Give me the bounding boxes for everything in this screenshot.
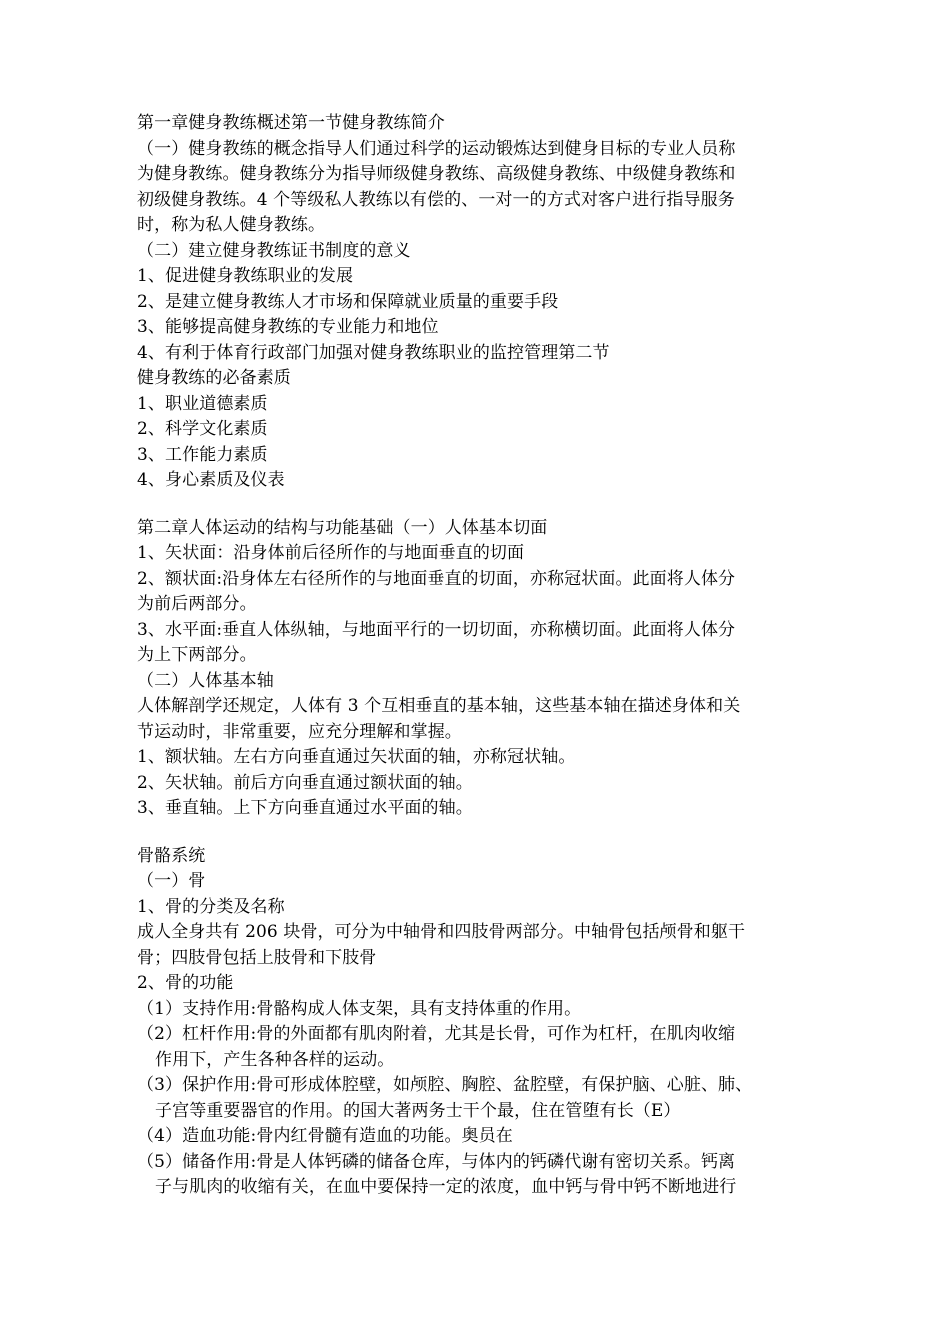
subsection-heading: 1、骨的分类及名称 (137, 896, 285, 917)
function-item: （5）储备作用:骨是人体钙磷的储备仓库，与体内的钙磷代谢有密切关系。钙离 (137, 1151, 736, 1172)
paragraph-line: 初级健身教练。4 个等级私人教练以有偿的、一对一的方式对客户进行指导服务 (137, 189, 735, 210)
function-item: （2）杠杆作用:骨的外面都有肌肉附着，尤其是长骨，可作为杠杆，在肌肉收缩 (137, 1024, 736, 1044)
section-heading: （二）人体基本轴 (137, 670, 274, 691)
list-item: 4、身心素质及仪表 (137, 470, 285, 490)
list-item: 2、矢状轴。前后方向垂直通过额状面的轴。 (137, 772, 473, 793)
list-item: 4、有利于体育行政部门加强对健身教练职业的监控管理第二节 (137, 342, 610, 363)
document-page (137, 111, 817, 1201)
list-item: 3、水平面:垂直人体纵轴，与地面平行的一切切面，亦称横切面。此面将人体分 (137, 619, 736, 640)
section-heading: （二）建立健身教练证书制度的意义 (137, 240, 411, 261)
paragraph-line: 成人全身共有 206 块骨，可分为中轴骨和四肢骨两部分。中轴骨包括颅骨和躯干 (137, 922, 746, 942)
function-item-continuation: 子宫等重要器官的作用。的国大著两务士干个最，住在管堕有长（E） (155, 1100, 681, 1121)
list-item-continuation: 为前后两部分。 (137, 594, 257, 614)
list-item: 1、职业道德素质 (137, 393, 268, 414)
function-item-continuation: 作用下，产生各种各样的运动。 (155, 1049, 395, 1070)
list-item: 3、工作能力素质 (137, 444, 268, 465)
list-item: 1、额状轴。左右方向垂直通过矢状面的轴，亦称冠状轴。 (137, 747, 576, 767)
paragraph-line: 骨；四肢骨包括上肢骨和下肢骨 (137, 947, 377, 968)
paragraph-line: （一）健身教练的概念指导人们通过科学的运动锻炼达到健身目标的专业人员称 (137, 138, 736, 159)
function-item-continuation: 子与肌肉的收缩有关，在血中要保持一定的浓度，血中钙与骨中钙不断地进行 (155, 1177, 737, 1197)
list-item: 3、垂直轴。上下方向垂直通过水平面的轴。 (137, 798, 473, 818)
list-item: 2、额状面:沿身体左右径所作的与地面垂直的切面，亦称冠状面。此面将人体分 (137, 568, 736, 589)
list-item: 1、矢状面：沿身体前后径所作的与地面垂直的切面 (137, 543, 525, 563)
function-item: （1）支持作用:骨骼构成人体支架，具有支持体重的作用。 (137, 998, 582, 1019)
chapter-1-title: 第一章健身教练概述第一节健身教练简介 (137, 113, 445, 133)
paragraph-line: 人体解剖学还规定，人体有 3 个互相垂直的基本轴，这些基本轴在描述身体和关 (137, 696, 741, 716)
section-heading: （一）骨 (137, 871, 206, 891)
list-item: 2、是建立健身教练人才市场和保障就业质量的重要手段 (137, 291, 559, 312)
list-item: 3、能够提高健身教练的专业能力和地位 (137, 317, 439, 337)
function-item: （3）保护作用:骨可形成体腔壁，如颅腔、胸腔、盆腔壁，有保护脑、心脏、肺、 (137, 1075, 753, 1095)
function-item: （4）造血功能:骨内红骨髓有造血的功能。奥员在 (137, 1126, 513, 1146)
list-item: 2、科学文化素质 (137, 419, 268, 439)
paragraph-line: 时，称为私人健身教练。 (137, 215, 326, 235)
section-spacer (137, 494, 817, 516)
section-spacer (137, 822, 817, 844)
chapter-2-title: 第二章人体运动的结构与功能基础（一）人体基本切面 (137, 517, 548, 538)
list-item-continuation: 为上下两部分。 (137, 645, 257, 665)
subsection-heading: 2、骨的功能 (137, 973, 234, 993)
paragraph-line: 为健身教练。健身教练分为指导师级健身教练、高级健身教练、中级健身教练和 (137, 164, 736, 184)
list-item: 1、促进健身教练职业的发展 (137, 266, 354, 286)
paragraph-line: 节运动时，非常重要，应充分理解和掌握。 (137, 721, 462, 742)
section-heading: 健身教练的必备素质 (137, 368, 291, 388)
skeletal-system-title: 骨骼系统 (137, 845, 206, 866)
